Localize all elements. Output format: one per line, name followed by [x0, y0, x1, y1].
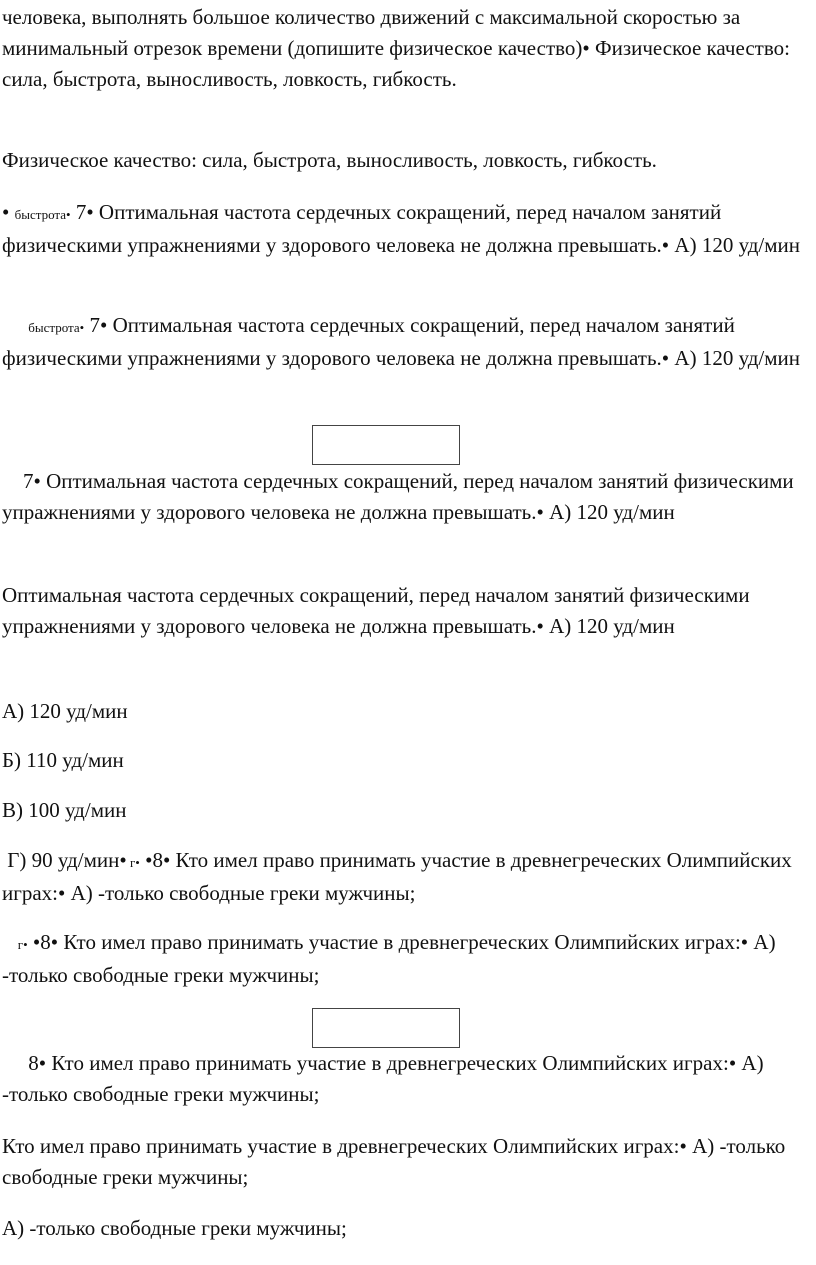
paragraph-4	[2, 310, 814, 374]
paragraph-5	[2, 466, 814, 528]
paragraph-2: Физическое качество: сила, быстрота, выносливость, ловкость, гибкость.	[2, 148, 657, 172]
paragraph-12: А) -только свободные греки мужчины;	[2, 1216, 347, 1240]
empty-box-1	[312, 425, 460, 465]
answer-v: В) 100 уд/мин	[2, 798, 127, 822]
paragraph-1: человека, выполнять большое количество движений с максимальной скоростью за минимальный отрезок времени (допишите физическое качество)• Физическое качество: сила, быстрота, выносливость, ловкость, гибкость.	[2, 5, 790, 91]
paragraph-9	[2, 927, 814, 991]
answer-a: А) 120 уд/мин	[2, 699, 128, 723]
paragraph-answer-g	[2, 845, 814, 909]
paragraph-3	[2, 197, 814, 261]
paragraph-4-text: 7• Оптимальная частота сердечных сокращений, перед началом занятий физическими упражнениями у здорового человека не должна превышать.• А) 120 уд/мин	[2, 313, 801, 370]
paragraph-8-text: •8• Кто имел право принимать участие в древнегреческих Олимпийских играх:• А) -только свободные греки мужчины;	[2, 848, 792, 905]
paragraph-10-text: 8• Кто имел право принимать участие в древнегреческих Олимпийских играх:• А) -только свободные греки мужчины;	[2, 1051, 764, 1106]
answer-g: Г) 90 уд/мин•	[7, 848, 127, 872]
small-bullet-2: •	[79, 320, 85, 335]
paragraph-5-text: 7• Оптимальная частота сердечных сокращений, перед началом занятий физическими упражнениями у здорового человека не должна превышать.• А) 120 уд/мин	[2, 469, 794, 524]
small-label-bystrota-2: быстрота	[28, 320, 80, 335]
answer-b: Б) 110 уд/мин	[2, 748, 124, 772]
paragraph-10	[2, 1048, 814, 1110]
paragraph-3-text: 7• Оптимальная частота сердечных сокращений, перед началом занятий физическими упражнениями у здорового человека не должна превышать.• А) 120 уд/мин	[2, 200, 801, 257]
small-label-bystrota: быстрота	[14, 207, 67, 222]
small-label-g: г•	[126, 855, 140, 870]
paragraph-11: Кто имел право принимать участие в древнегреческих Олимпийских играх:• А) -только свободные греки мужчины;	[2, 1134, 786, 1189]
small-label-g-2: г•	[17, 937, 28, 952]
paragraph-6: Оптимальная частота сердечных сокращений, перед началом занятий физическими упражнениями у здорового человека не должна превышать.• А) 120 уд/мин	[2, 583, 750, 638]
bullet-prefix: •	[2, 200, 15, 224]
paragraph-9-text: •8• Кто имел право принимать участие в древнегреческих Олимпийских играх:• А) -только свободные греки мужчины;	[2, 930, 776, 987]
empty-box-2	[312, 1008, 460, 1048]
small-bullet: •	[66, 207, 71, 222]
